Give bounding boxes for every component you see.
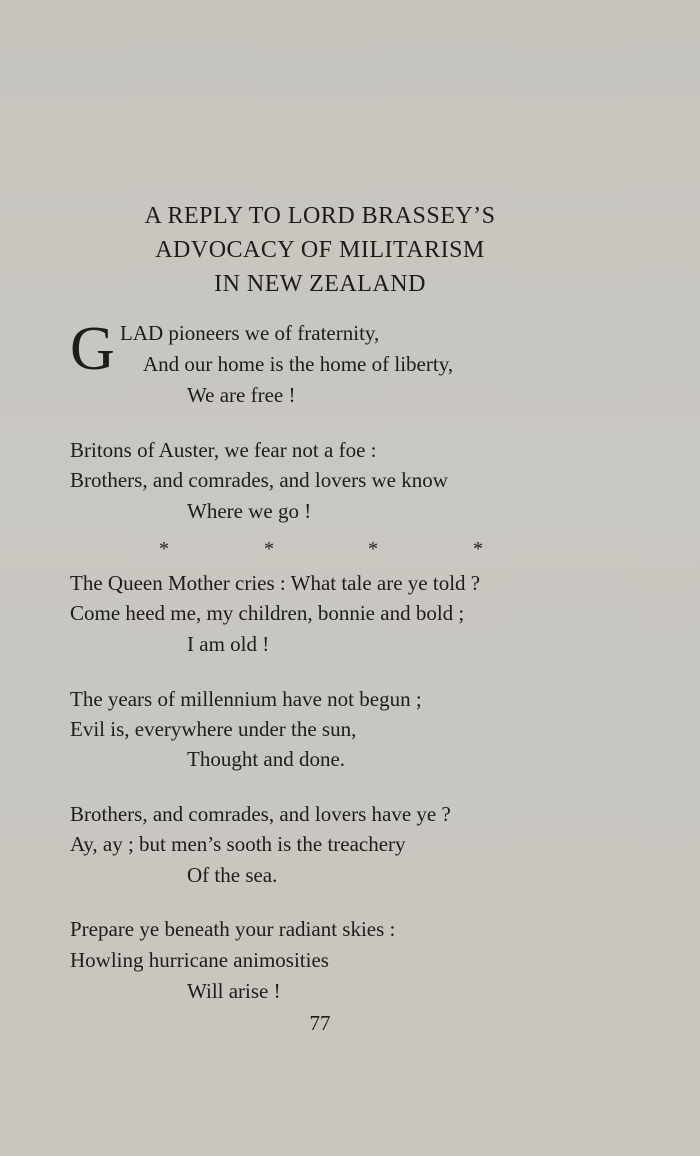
stanza-4-line-1: The years of millennium have not begun ;: [70, 687, 422, 711]
separator-asterisk: *: [264, 538, 274, 560]
poem-title-line-3: IN NEW ZEALAND: [214, 271, 426, 297]
separator-asterisk: *: [368, 538, 378, 560]
drop-cap: G: [70, 315, 115, 383]
stanza-6-line-3: Will arise !: [187, 979, 281, 1003]
stanza-2-line-2: Brothers, and comrades, and lovers we know: [70, 468, 448, 492]
stanza-3-line-1: The Queen Mother cries : What tale are ye told ?: [70, 571, 481, 595]
separator-asterisk: *: [159, 538, 169, 560]
stanza-6-line-2: Howling hurricane animosities: [70, 948, 329, 972]
stanza-2-line-1: Britons of Auster, we fear not a foe :: [70, 438, 377, 462]
stanza-4-line-2: Evil is, everywhere under the sun,: [70, 717, 357, 741]
page-number: 77: [309, 1011, 331, 1035]
stanza-1-line-1: LAD pioneers we of fraternity,: [120, 321, 380, 345]
stanza-6-line-1: Prepare ye beneath your radiant skies :: [70, 917, 396, 941]
stanza-1-line-3: We are free !: [187, 383, 296, 407]
stanza-1-line-2: And our home is the home of liberty,: [143, 352, 454, 376]
separator-asterisk: *: [473, 538, 483, 560]
stanza-3-line-3: I am old !: [187, 632, 270, 656]
poem-title-line-1: A REPLY TO LORD BRASSEY’S: [144, 203, 496, 229]
poem-title-line-2: ADVOCACY OF MILITARISM: [155, 237, 485, 263]
stanza-5-line-3: Of the sea.: [187, 863, 278, 887]
stanza-3-line-2: Come heed me, my children, bonnie and bold ;: [70, 601, 465, 625]
stanza-2-line-3: Where we go !: [187, 499, 312, 523]
stanza-4-line-3: Thought and done.: [187, 747, 346, 771]
stanza-5-line-1: Brothers, and comrades, and lovers have ye ?: [70, 802, 451, 826]
stanza-5-line-2: Ay, ay ; but men’s sooth is the treachery: [70, 832, 406, 856]
